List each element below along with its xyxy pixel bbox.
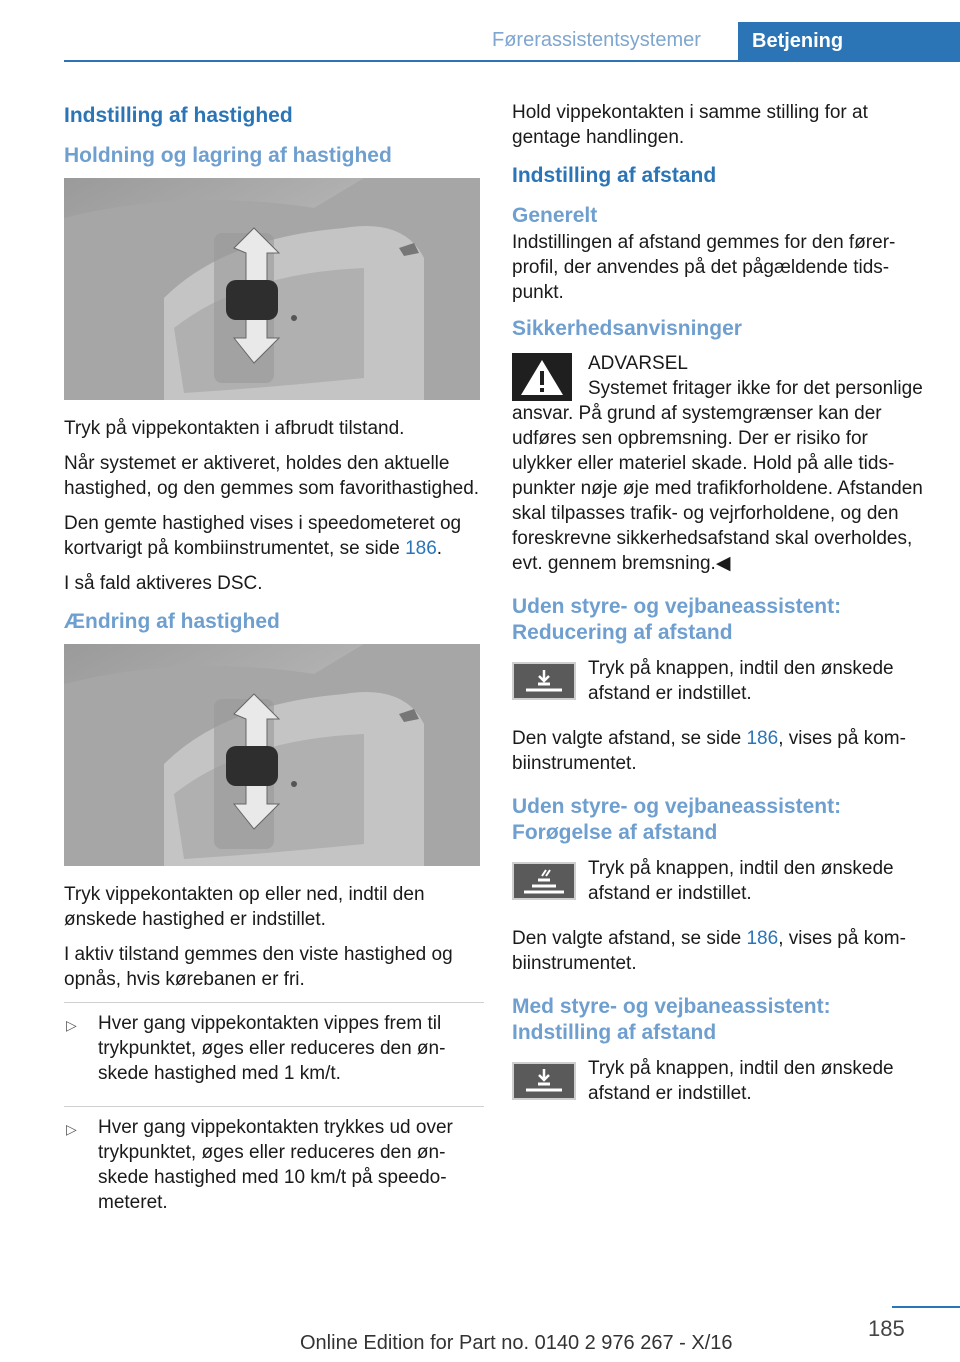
left-column <box>64 100 484 1235</box>
right-column <box>512 100 926 1126</box>
heading-change-speed: Ændring af hastighed <box>64 610 280 633</box>
paragraph-speed-held: Når systemet er aktiveret, holdes den aktuelle hastighed, og den gemmes som favorithastighed. <box>64 453 480 499</box>
list-item <box>64 1106 484 1225</box>
warning-triangle-icon <box>512 353 572 401</box>
reduce-button-text: Tryk på knappen, indtil den ønskede afstand er indstillet. <box>588 658 894 704</box>
steering-wheel-rocker-image-1 <box>64 178 480 400</box>
text-part: , vises på kombiinstrumentet. <box>512 928 906 974</box>
page-link-186[interactable]: 186 <box>746 728 779 749</box>
triangle-bullet-icon: ▷ <box>66 1017 77 1033</box>
heading-speed-setting: Indstilling af hastighed <box>64 104 293 127</box>
warning-text: Systemet fritager ikke for det personlige ansvar. På grund af systemgrænser kan der udføres sen opbremsning. Der er risiko for ulykker eller materiel skade. Hold på alle tidspunkter nøje øje med trafikforholdene. Afstanden skal tilpasses trafik- og vejrforholdene, og den foreskrevne sikkerhedsafstand skal overholdes, evt. gennem bremsning.◀ <box>512 378 923 574</box>
heading-increase-distance: Uden styre- og vejbaneassistent: Forøgelse af afstand <box>512 795 842 844</box>
heading-safety: Sikkerhedsanvisninger <box>512 317 742 340</box>
header-tab: Betjening <box>738 22 960 62</box>
text-part: Den gemte hastighed vises i speedometeret og kortvarigt på kombiinstrumentet, se side <box>64 513 462 559</box>
list-item-text: Hver gang vippekontakten trykkes ud over trykpunktet, øges eller reduceres den ønskede hastighed med 10 km/t på speedometeret. <box>98 1117 453 1213</box>
warning-title: ADVARSEL <box>588 353 688 374</box>
steering-wheel-rocker-image-2 <box>64 644 480 866</box>
increase-button-row <box>512 856 926 912</box>
page-number: 185 <box>868 1316 905 1341</box>
with-assistant-button-row <box>512 1056 926 1112</box>
triangle-bullet-icon: ▷ <box>66 1121 77 1137</box>
list-item-text: Hver gang vippekontakten vippes frem til trykpunktet, øges eller reduceres den ønskede hastighed med 1 km/t. <box>98 1013 446 1084</box>
heading-holding-storing: Holdning og lagring af hastighed <box>64 144 392 167</box>
paragraph-hold-repeat: Hold vippekontakten i samme stilling for at gentage handlingen. <box>512 102 868 148</box>
heading-general: Generelt <box>512 204 598 227</box>
paragraph-active-state: I aktiv tilstand gemmes den viste hastighed og opnås, hvis kørebanen er fri. <box>64 944 453 990</box>
heading-distance-setting: Indstilling af afstand <box>512 164 717 187</box>
header-rule <box>64 60 960 62</box>
paragraph-press-rocker: Tryk på vippekontakten i afbrudt tilstand. <box>64 418 405 439</box>
increase-button-text: Tryk på knappen, indtil den ønskede afstand er indstillet. <box>588 858 894 904</box>
text-part: Den valgte afstand, se side <box>512 728 747 749</box>
distance-increase-button-icon <box>512 862 576 900</box>
heading-with-assistant: Med styre- og vejbaneassistent: Indstilling af afstand <box>512 995 831 1044</box>
paragraph-speed-shown <box>64 511 484 561</box>
warning-block <box>512 351 926 376</box>
paragraph-general: Indstillingen af afstand gemmes for den førerprofil, der anvendes på det pågældende tidspunkt. <box>512 232 896 303</box>
paragraph-press-up-down: Tryk vippekontakten op eller ned, indtil den ønskede hastighed er indstillet. <box>64 884 425 930</box>
footer-rule <box>892 1306 960 1308</box>
text-part: , vises på kombiinstrumentet. <box>512 728 906 774</box>
paragraph-dsc: I så fald aktiveres DSC. <box>64 573 263 594</box>
text-part: Den valgte afstand, se side <box>512 928 747 949</box>
text-part: . <box>436 538 443 559</box>
reduce-button-row <box>512 656 926 712</box>
distance-reduce-button-icon <box>512 662 576 700</box>
with-assistant-button-text: Tryk på knappen, indtil den ønskede afstand er indstillet. <box>588 1058 894 1104</box>
paragraph-increase-shown <box>512 926 926 976</box>
page-link-186[interactable]: 186 <box>405 538 437 559</box>
heading-reduce-distance: Uden styre- og vejbaneassistent: Reducering af afstand <box>512 595 842 644</box>
distance-adjust-button-icon <box>512 1062 576 1100</box>
page-link-186[interactable]: 186 <box>746 928 779 949</box>
header-section-title: Førerassistentsystemer <box>492 29 701 51</box>
bullet-list <box>64 1002 484 1225</box>
footer-edition: Online Edition for Part no. 0140 2 976 267 - X/16 <box>300 1332 733 1354</box>
paragraph-reduce-shown <box>512 726 926 776</box>
list-item <box>64 1002 484 1096</box>
